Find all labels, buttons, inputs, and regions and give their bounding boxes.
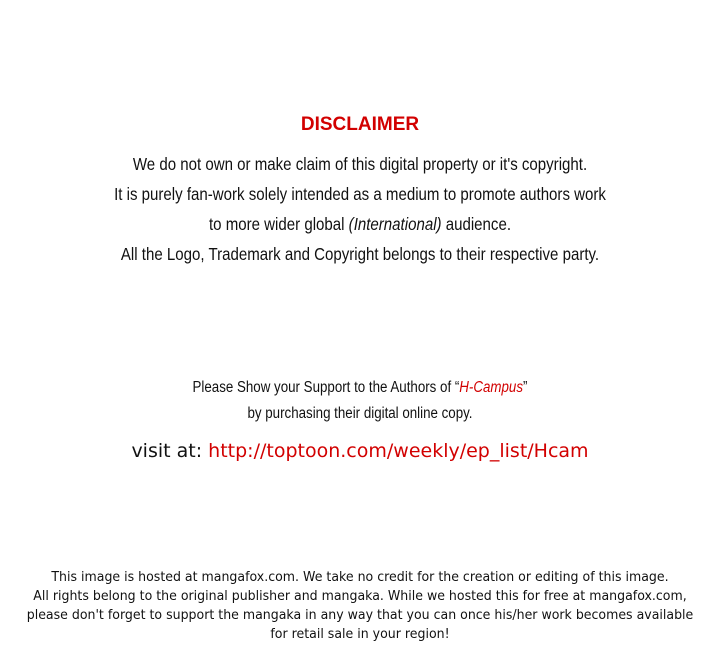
disclaimer-line-3-end: audience. xyxy=(441,214,512,234)
footer-line-1: This image is hosted at mangafox.com. We take no credit for the creation or editing of this image. xyxy=(51,569,669,585)
support-line-1 xyxy=(50,379,669,397)
footer-line-3: please don't forget to support the mangaka in any way that you can once his/her work becomes available xyxy=(26,607,694,623)
support-line-1-end: ” xyxy=(523,379,528,396)
disclaimer-line-3 xyxy=(50,214,669,235)
footer-line-2: All rights belong to the original publisher and mangaka. While we hosted this for free at mangafox.com, xyxy=(33,588,687,604)
visit-line xyxy=(0,440,720,462)
disclaimer-line-3-start: to more wider global xyxy=(208,214,349,234)
footer-line-4: for retail sale in your region! xyxy=(270,626,450,642)
disclaimer-title: DISCLAIMER xyxy=(300,114,420,135)
series-title: H-Campus xyxy=(459,379,524,396)
disclaimer-line-4: All the Logo, Trademark and Copyright belongs to their respective party. xyxy=(120,244,600,264)
visit-label: visit at: xyxy=(131,440,209,462)
international-emphasis: (International) xyxy=(348,214,442,234)
disclaimer-line-1: We do not own or make claim of this digital property or it's copyright. xyxy=(132,154,588,174)
support-line-2: by purchasing their digital online copy. xyxy=(247,405,473,422)
visit-link[interactable]: http://toptoon.com/weekly/ep_list/Hcam xyxy=(208,440,589,462)
disclaimer-line-2: It is purely fan-work solely intended as a medium to promote authors work xyxy=(114,184,606,204)
support-line-1-start: Please Show your Support to the Authors of “ xyxy=(192,379,460,396)
